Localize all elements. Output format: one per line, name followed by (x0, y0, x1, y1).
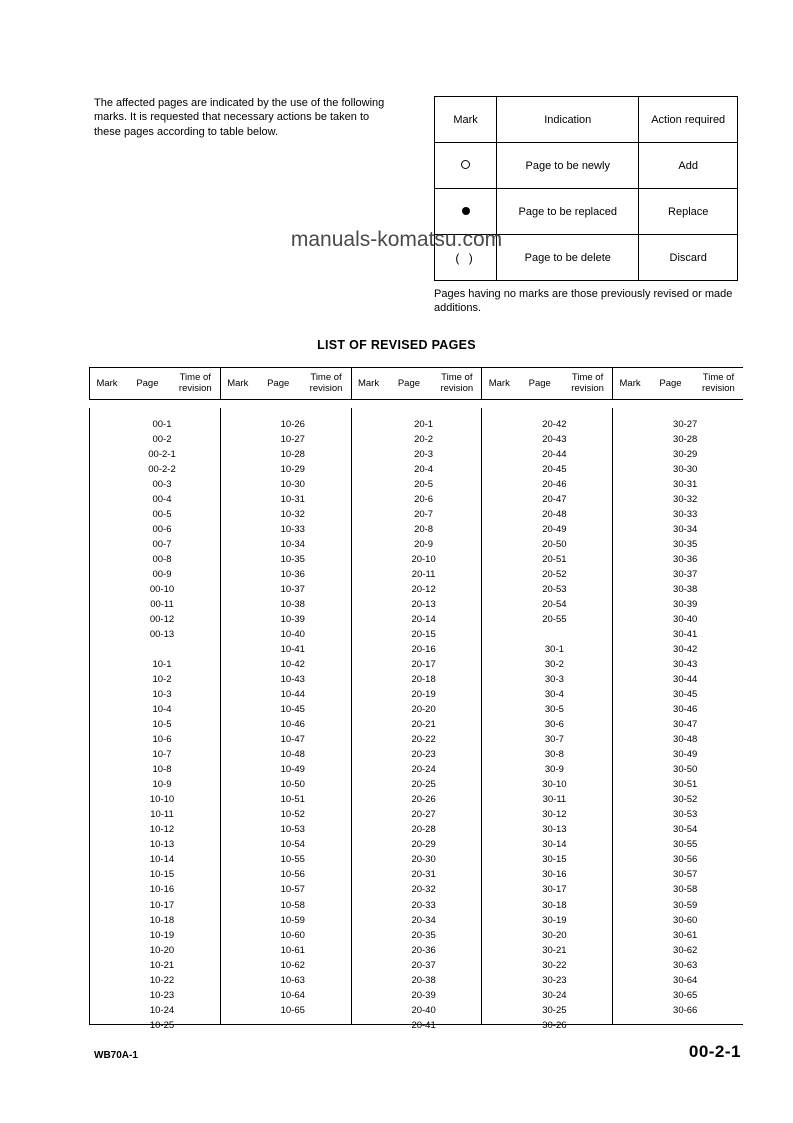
page-entry: 20-7 (414, 509, 434, 521)
page-entry: 20-34 (411, 914, 436, 926)
page-entry: 30-9 (544, 764, 564, 776)
page-entry: 10-64 (280, 989, 305, 1001)
page-list-2 (262, 417, 324, 1033)
page-entry: 30-23 (542, 974, 567, 986)
page-entry: 10-55 (280, 854, 305, 866)
page-entry: 20-28 (411, 824, 436, 836)
page-entry: 10-24 (149, 1004, 175, 1016)
page-entry: 10-59 (280, 914, 305, 926)
page-entry: 30-33 (673, 509, 698, 521)
page-entry: 30-30 (673, 464, 698, 476)
page-entry: 30-1 (544, 644, 564, 656)
page-entry: 30-65 (673, 989, 698, 1001)
page-entry: 10-23 (149, 989, 175, 1001)
page-entry: 30-60 (673, 914, 698, 926)
page-entry: 20-4 (414, 464, 434, 476)
page-entry: 30-66 (673, 1004, 698, 1016)
page-entry: 30-64 (673, 974, 698, 986)
page-entry: 30-39 (673, 599, 698, 611)
page-entry: 20-25 (411, 779, 436, 791)
page-entry: 00-12 (149, 614, 175, 626)
legend-row-replace (435, 189, 738, 235)
header-mark-5: Mark (613, 368, 648, 400)
page-entry: 30-25 (542, 1004, 567, 1016)
header-time-line1-1: Time of (179, 372, 211, 383)
page-entry: 30-12 (542, 809, 567, 821)
page-entry: 30-46 (673, 704, 698, 716)
legend-indication-new: Page to be newly (497, 143, 639, 189)
legend-indication-delete: Page to be delete (497, 235, 639, 281)
page-entry: 00-8 (152, 554, 172, 566)
page-entry: 10-5 (152, 719, 172, 731)
page-entry: 20-23 (411, 749, 436, 761)
legend-row-add (435, 143, 738, 189)
page-entry: 30-11 (542, 794, 567, 806)
legend-mark-filled-circle (435, 189, 497, 235)
page-entry: 10-45 (280, 704, 305, 716)
page-entry: 10-43 (280, 674, 305, 686)
page-entry: 30-61 (673, 929, 698, 941)
page-list-5 (654, 417, 716, 1033)
marks-legend-table (434, 96, 738, 281)
page-entry: 30-2 (544, 659, 564, 671)
page-entry: 00-13 (149, 629, 175, 641)
page-entry: 30-31 (673, 479, 698, 491)
page-entry: 30-36 (673, 554, 698, 566)
page-entry: 20-6 (414, 494, 434, 506)
page-entry: 20-14 (411, 614, 436, 626)
page-list-1 (131, 417, 193, 1033)
header-time-4 (563, 368, 612, 400)
page-entry: 30-13 (542, 824, 567, 836)
page-entry: 30-50 (673, 764, 698, 776)
watermark-text: manuals-komatsu.com (290, 228, 503, 251)
page-entry: 10-17 (149, 899, 175, 911)
page-entry: 10-10 (149, 794, 175, 806)
page-entry: 10-8 (152, 764, 172, 776)
page-entry: 30-58 (673, 884, 698, 896)
page-entry: 20-50 (542, 539, 567, 551)
page-entry: 00-3 (152, 479, 172, 491)
page-entry: 30-27 (673, 419, 698, 430)
page-entry: 30-62 (673, 944, 698, 956)
page-entry: 10-53 (280, 824, 305, 836)
page-entry: 10-35 (280, 554, 305, 566)
page-list-4 (523, 417, 585, 1033)
page-entry: 20-51 (542, 554, 567, 566)
page-entry: 20-47 (542, 494, 567, 506)
page-entry: 20-5 (414, 479, 434, 491)
page-entry: 10-21 (149, 959, 175, 971)
page-entry: 30-56 (673, 854, 698, 866)
page-entry: 30-8 (544, 749, 564, 761)
header-mark-2: Mark (220, 368, 255, 400)
page-entry: 20-41 (411, 1019, 436, 1031)
list-title: LIST OF REVISED PAGES (317, 338, 476, 352)
page-entry: 10-29 (280, 464, 305, 476)
page-entry: 20-32 (411, 884, 436, 896)
page-entry: 10-49 (280, 764, 305, 776)
header-mark-3: Mark (351, 368, 386, 400)
page-entry: 00-11 (150, 599, 174, 611)
page-entry: 10-48 (280, 749, 305, 761)
page-entry: 00-2 (152, 434, 172, 446)
page-entry: 10-16 (149, 884, 175, 896)
page-entry: 30-21 (542, 944, 567, 956)
page-entry: 30-34 (673, 524, 698, 536)
page-entry: 20-9 (414, 539, 434, 551)
page-entry: 10-39 (280, 614, 305, 626)
page-entry: 10-50 (280, 779, 305, 791)
page-entry: 10-13 (149, 839, 175, 851)
page-entry: 30-57 (673, 869, 698, 881)
page-entry: 10-60 (280, 929, 305, 941)
header-mark-1: Mark (90, 368, 125, 400)
page-entry: 10-12 (149, 824, 175, 836)
page-entry: 30-29 (673, 449, 698, 461)
page-entry: 30-40 (673, 614, 698, 626)
legend-header-action: Action required (639, 97, 738, 143)
page-entry: 20-21 (411, 719, 436, 731)
page-entry: 20-52 (542, 569, 567, 581)
page-entry: 10-58 (280, 899, 305, 911)
page-entry: 20-19 (411, 689, 436, 701)
header-page-2: Page (255, 368, 302, 400)
legend-action-replace: Replace (639, 189, 738, 235)
legend-header-indication: Indication (497, 97, 639, 143)
page-entry: 20-39 (411, 989, 436, 1001)
page-entry: 10-25 (149, 1019, 175, 1031)
page-entry: 10-1 (152, 659, 172, 671)
page-entry: 30-16 (542, 869, 567, 881)
page-entry: 10-36 (280, 569, 305, 581)
page-entry: 10-62 (280, 959, 305, 971)
header-time-line2-3: revision (440, 382, 474, 394)
header-time-line1-5: Time of (702, 372, 735, 383)
page-entry: 20-30 (411, 854, 436, 866)
page-entry: 10-4 (152, 704, 172, 716)
page-entry: 10-44 (280, 689, 305, 701)
page-entry: 10-3 (152, 689, 172, 701)
page-entry: 10-51 (280, 794, 305, 806)
page-entry: 30-3 (544, 674, 564, 686)
table-bottom-rule (89, 1024, 743, 1025)
page-entry: 10-38 (280, 599, 305, 611)
page-entry: 10-19 (149, 929, 175, 941)
page-entry: 20-17 (411, 659, 436, 671)
page-entry: 10-52 (280, 809, 305, 821)
page-entry: 10-11 (150, 809, 174, 821)
page-entry: 10-28 (280, 449, 305, 461)
page-entry: 00-1 (152, 419, 172, 430)
page-entry: 20-31 (411, 869, 436, 881)
header-time-line2-1: revision (178, 382, 212, 394)
page-entry: 20-3 (414, 449, 434, 461)
page-entry: 20-8 (414, 524, 434, 536)
page-entry: 10-46 (280, 719, 305, 731)
page-entry: 30-48 (673, 734, 698, 746)
page-entry: 30-54 (673, 824, 698, 836)
page-entry: 10-33 (280, 524, 305, 536)
page-entry: 10-41 (280, 644, 305, 656)
header-time-line2-4: revision (571, 382, 604, 394)
page-entry: 10-22 (149, 974, 175, 986)
page-entry: 20-35 (411, 929, 436, 941)
page-entry: 20-38 (411, 974, 436, 986)
header-page-1: Page (124, 368, 171, 400)
page-entry: 00-7 (152, 539, 172, 551)
page-entry: 10-65 (280, 1004, 305, 1016)
page-entry: 30-26 (542, 1019, 567, 1031)
footer-page-number: 00-2-1 (688, 1042, 741, 1061)
page-entry: 10-30 (280, 479, 305, 491)
page-group-5 (612, 408, 776, 1024)
page-entry: 20-22 (411, 734, 436, 746)
page-entry: 20-24 (411, 764, 436, 776)
page-entry: 20-18 (411, 674, 436, 686)
revised-pages-header-row (90, 368, 744, 400)
legend-mark-parentheses: ( ) (435, 235, 497, 281)
header-page-5: Page (647, 368, 694, 400)
page-entry: 30-41 (673, 629, 698, 641)
page-entry: 10-18 (149, 914, 175, 926)
page-entry: 20-43 (542, 434, 567, 446)
legend-note: Pages having no marks are those previously revised or made additions. (434, 288, 733, 314)
page-entry: 20-15 (411, 629, 436, 641)
page-entry: 10-2 (152, 674, 172, 686)
page-entry: 10-63 (280, 974, 305, 986)
legend-header-mark: Mark (435, 97, 497, 143)
header-time-line2-5: revision (702, 382, 735, 394)
header-time-line1-3: Time of (441, 372, 473, 383)
page-entry: 30-18 (542, 899, 567, 911)
page-entry: 20-49 (542, 524, 567, 536)
page-entry: 20-54 (542, 599, 567, 611)
page-entry: 10-26 (280, 419, 305, 430)
header-time-line1-4: Time of (571, 372, 604, 383)
page-entry: 30-24 (542, 989, 567, 1001)
page-entry: 30-4 (544, 689, 564, 701)
page-entry: 00-2-1 (148, 449, 176, 461)
revised-pages-body (89, 408, 743, 1031)
legend-row-discard (435, 235, 738, 281)
page-entry: 30-59 (673, 899, 698, 911)
page-entry: 30-32 (673, 494, 698, 506)
header-time-2 (302, 368, 351, 400)
page-entry: 30-49 (673, 749, 698, 761)
page-entry: 20-10 (411, 554, 436, 566)
page-entry: 20-1 (414, 419, 434, 430)
header-time-3 (432, 368, 481, 400)
page-entry: 30-43 (673, 659, 698, 671)
page-entry: 30-17 (542, 884, 567, 896)
page-entry: 00-9 (152, 569, 172, 581)
page-entry: 10-34 (280, 539, 305, 551)
page-entry: 20-37 (411, 959, 436, 971)
legend-indication-replaced: Page to be replaced (497, 189, 639, 235)
header-page-4: Page (516, 368, 563, 400)
page-entry: 20-55 (542, 614, 567, 626)
page-entry: 30-28 (673, 434, 698, 446)
page-entry: 00-6 (152, 524, 172, 536)
open-circle-icon (461, 160, 470, 169)
page-entry: 20-29 (411, 839, 436, 851)
page-entry: 20-45 (542, 464, 567, 476)
page-entry: 20-44 (542, 449, 567, 461)
page-entry: 30-45 (673, 689, 698, 701)
legend-action-discard: Discard (639, 235, 738, 281)
page-entry: 30-5 (544, 704, 564, 716)
page-entry: 10-7 (152, 749, 172, 761)
page-entry: 30-63 (673, 959, 698, 971)
filled-circle-icon (462, 207, 470, 215)
legend-header-row (435, 97, 738, 143)
page-entry: 10-54 (280, 839, 305, 851)
page-list-3 (393, 417, 455, 1033)
page-entry: 10-15 (149, 869, 175, 881)
page-entry: 10-6 (152, 734, 172, 746)
page-entry: 10-32 (280, 509, 305, 521)
page-entry: 20-33 (411, 899, 436, 911)
page-entry: 10-61 (280, 944, 305, 956)
header-mark-4: Mark (482, 368, 517, 400)
footer-model: WB70A-1 (94, 1050, 138, 1061)
page-entry: 30-42 (673, 644, 698, 656)
page-entry: 30-10 (542, 779, 567, 791)
page-entry: 20-46 (542, 479, 567, 491)
page-entry: 30-22 (542, 959, 567, 971)
page-entry: 20-40 (411, 1004, 436, 1016)
page-entry: 30-15 (542, 854, 567, 866)
page-entry: 20-13 (411, 599, 436, 611)
page-entry: 10-20 (149, 944, 175, 956)
page-entry: 30-35 (673, 539, 698, 551)
page-entry: 20-20 (411, 704, 436, 716)
page-entry: 20-2 (414, 434, 434, 446)
page-entry: 30-55 (673, 839, 698, 851)
header-time-line1-2: Time of (310, 372, 342, 383)
page-entry: 00-10 (149, 584, 175, 596)
page-entry: 10-27 (280, 434, 305, 446)
page-entry: 00-4 (152, 494, 172, 506)
page-entry: 30-14 (542, 839, 567, 851)
page-entry: 20-26 (411, 794, 436, 806)
legend-mark-open-circle (435, 143, 497, 189)
page-entry: 30-6 (544, 719, 564, 731)
legend-action-add: Add (639, 143, 738, 189)
revised-pages-header (89, 367, 743, 400)
page-entry: 20-27 (411, 809, 436, 821)
header-time-line2-2: revision (309, 382, 343, 394)
page-entry: 20-11 (411, 569, 436, 581)
page-entry: 10-47 (280, 734, 305, 746)
page-entry: 30-53 (673, 809, 698, 821)
page-entry: 00-2-2 (148, 464, 176, 476)
page-entry: 20-36 (411, 944, 436, 956)
page-entry: 10-37 (280, 584, 305, 596)
page-entry: 10-56 (280, 869, 305, 881)
page-entry: 20-16 (411, 644, 436, 656)
page-entry: 30-47 (673, 719, 698, 731)
page-entry: 20-42 (542, 419, 567, 430)
page-entry: 20-48 (542, 509, 567, 521)
page-entry: 30-52 (673, 794, 698, 806)
page-entry: 10-40 (280, 629, 305, 641)
page-entry: 30-19 (542, 914, 567, 926)
header-time-5 (694, 368, 743, 400)
page-entry: 30-44 (673, 674, 698, 686)
page-entry: 10-57 (280, 884, 305, 896)
page-entry: 20-12 (411, 584, 436, 596)
page-entry: 10-31 (280, 494, 305, 506)
page-entry: 30-51 (673, 779, 698, 791)
intro-paragraph: The affected pages are indicated by the use of the following marks. It is requested that necessary actions be taken to these pages according to table below. (94, 97, 385, 138)
page-entry: 00-5 (152, 509, 172, 521)
page-entry: 20-53 (542, 584, 567, 596)
page-entry: 30-20 (542, 929, 567, 941)
page-entry: 10-14 (149, 854, 175, 866)
header-time-1 (171, 368, 220, 400)
header-page-3: Page (386, 368, 433, 400)
page-entry: 10-9 (152, 779, 172, 791)
page-entry: 10-42 (280, 659, 305, 671)
page-entry: 30-7 (544, 734, 564, 746)
page-entry: 30-38 (673, 584, 698, 596)
page-entry: 30-37 (673, 569, 698, 581)
